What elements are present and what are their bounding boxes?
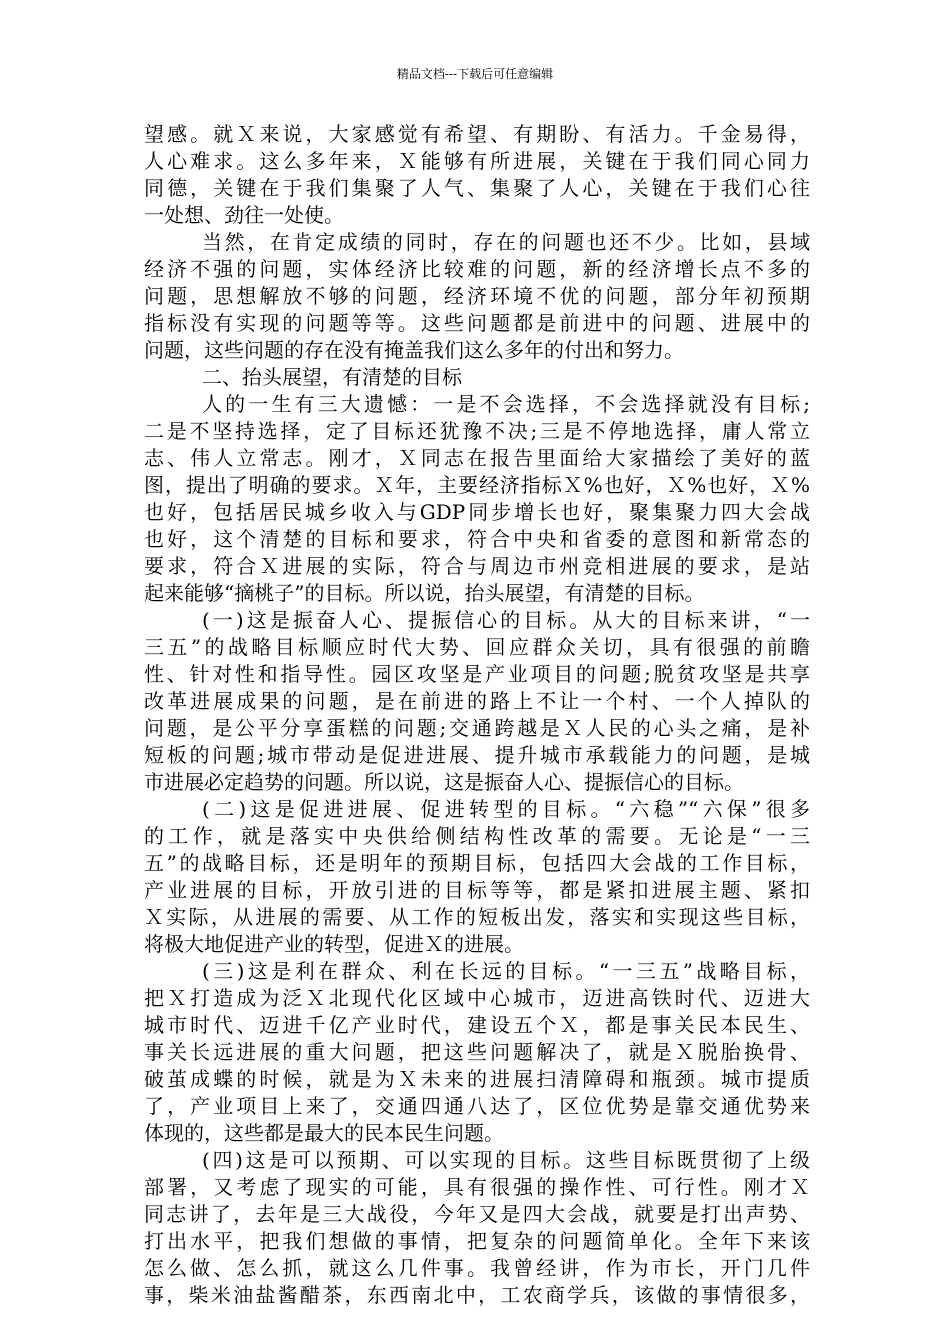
text-line: 怎么做、怎么抓，就这么几件事。我曾经讲，作为市长，开门几件 <box>144 1256 810 1280</box>
text-line: 将极大地促进产业的转型，促进Ｘ的进展。 <box>144 932 524 956</box>
text-line: 二是不坚持选择，定了目标还犹豫不决;三是不停地选择，庸人常立 <box>144 419 810 443</box>
document-body <box>144 121 810 1309</box>
text-line: (三)这是利在群众、利在长远的目标。“一三五”战略目标， <box>202 959 810 983</box>
paragraph <box>144 607 810 796</box>
text-line: 人心难求。这么多年来，Ｘ能够有所进展，关键在于我们同心同力 <box>144 149 810 173</box>
paragraph <box>144 1147 810 1309</box>
text-line: 二、抬头展望，有清楚的目标 <box>202 365 462 389</box>
text-line: 产业进展的目标，开放引进的目标等等，都是紧扣进展主题、紧扣 <box>144 878 810 902</box>
paragraph <box>144 121 810 229</box>
text-line: 当然，在肯定成绩的同时，存在的问题也还不少。比如，县域 <box>202 230 810 254</box>
text-line: 一处想、劲往一处使。 <box>144 203 344 227</box>
text-line: Ｘ实际，从进展的需要、从工作的短板出发，落实和实现这些目标， <box>144 905 810 929</box>
paragraph <box>144 229 810 364</box>
text-line: 部署，又考虑了现实的可能，具有很强的操作性、可行性。刚才Ｘ <box>144 1175 810 1199</box>
text-line: 短板的问题;城市带动是促进进展、提升城市承载能力的问题，是城 <box>144 743 810 767</box>
text-line: 体现的，这些都是最大的民本民生问题。 <box>144 1121 504 1145</box>
text-line: 问题，这些问题的存在没有掩盖我们这么多年的付出和努力。 <box>144 338 684 362</box>
text-line: 三五”的战略目标顺应时代大势、回应群众关切，具有很强的前瞻 <box>144 635 810 659</box>
text-line: 经济不强的问题，实体经济比较难的问题，新的经济增长点不多的 <box>144 257 810 281</box>
text-line: 人的一生有三大遗憾：一是不会选择，不会选择就没有目标; <box>202 392 810 416</box>
text-line: 打出水平，把我们想做的事情，把复杂的问题简单化。全年下来该 <box>144 1229 810 1253</box>
paragraph <box>144 796 810 958</box>
text-line: 志、伟人立常志。刚才，Ｘ同志在报告里面给大家描绘了美好的蓝 <box>144 446 810 470</box>
page-header: 精品文档---下载后可任意编辑 <box>396 67 554 81</box>
text-line: (四)这是可以预期、可以实现的目标。这些目标既贯彻了上级 <box>202 1148 810 1172</box>
paragraph <box>144 391 810 607</box>
text-line: 的工作，就是落实中央供给侧结构性改革的需要。无论是“一三 <box>144 824 810 848</box>
text-line: 了，产业项目上来了，交通四通八达了，区位优势是靠交通优势来 <box>144 1094 810 1118</box>
text-line: 同德，关键在于我们集聚了人气、集聚了人心，关键在于我们心往 <box>144 176 810 200</box>
text-line: 破茧成蝶的时候，就是为Ｘ未来的进展扫清障碍和瓶颈。城市提质 <box>144 1067 810 1091</box>
paragraph <box>144 958 810 1147</box>
text-line: 改革进展成果的问题，是在前进的路上不让一个村、一个人掉队的 <box>144 689 810 713</box>
text-line: (二)这是促进进展、促进转型的目标。“六稳”“六保”很多 <box>202 797 810 821</box>
text-line: 事，柴米油盐酱醋茶，东西南北中，工农商学兵，该做的事情很多， <box>144 1283 810 1307</box>
text-line: 事关长远进展的重大问题，把这些问题解决了，就是Ｘ脱胎换骨、 <box>144 1040 810 1064</box>
text-line: 问题，是公平分享蛋糕的问题;交通跨越是Ｘ人民的心头之痛，是补 <box>144 716 810 740</box>
section-heading <box>144 364 810 391</box>
text-line: 五”的战略目标，还是明年的预期目标，包括四大会战的工作目标， <box>144 851 810 875</box>
text-line: 也好，包括居民城乡收入与GDP同步增长也好，聚集聚力四大会战 <box>144 500 810 524</box>
text-line: (一)这是振奋人心、提振信心的目标。从大的目标来讲，“一 <box>202 608 810 632</box>
text-line: 指标没有实现的问题等等。这些问题都是前进中的问题、进展中的 <box>144 311 810 335</box>
text-line: 望感。就Ｘ来说，大家感觉有希望、有期盼、有活力。千金易得， <box>144 122 810 146</box>
text-line: 城市时代、迈进千亿产业时代，建设五个Ｘ，都是事关民本民生、 <box>144 1013 810 1037</box>
text-line: 问题，思想解放不够的问题，经济环境不优的问题，部分年初预期 <box>144 284 810 308</box>
text-line: 市进展必定趋势的问题。所以说，这是振奋人心、提振信心的目标。 <box>144 770 744 794</box>
text-line: 同志讲了，去年是三大战役，今年又是四大会战，就要是打出声势、 <box>144 1202 810 1226</box>
text-line: 性、针对性和指导性。园区攻坚是产业项目的问题;脱贫攻坚是共享 <box>144 662 810 686</box>
text-line: 图，提出了明确的要求。Ｘ年，主要经济指标Ｘ%也好，Ｘ%也好，Ｘ% <box>144 473 810 497</box>
text-line: 把Ｘ打造成为泛Ｘ北现代化区域中心城市，迈进高铁时代、迈进大 <box>144 986 810 1010</box>
text-line: 要求，符合Ｘ进展的实际，符合与周边市州竞相进展的要求，是站 <box>144 554 810 578</box>
text-line: 起来能够“摘桃子”的目标。所以说，抬头展望，有清楚的目标。 <box>144 581 705 605</box>
text-line: 也好，这个清楚的目标和要求，符合中央和省委的意图和新常态的 <box>144 527 810 551</box>
